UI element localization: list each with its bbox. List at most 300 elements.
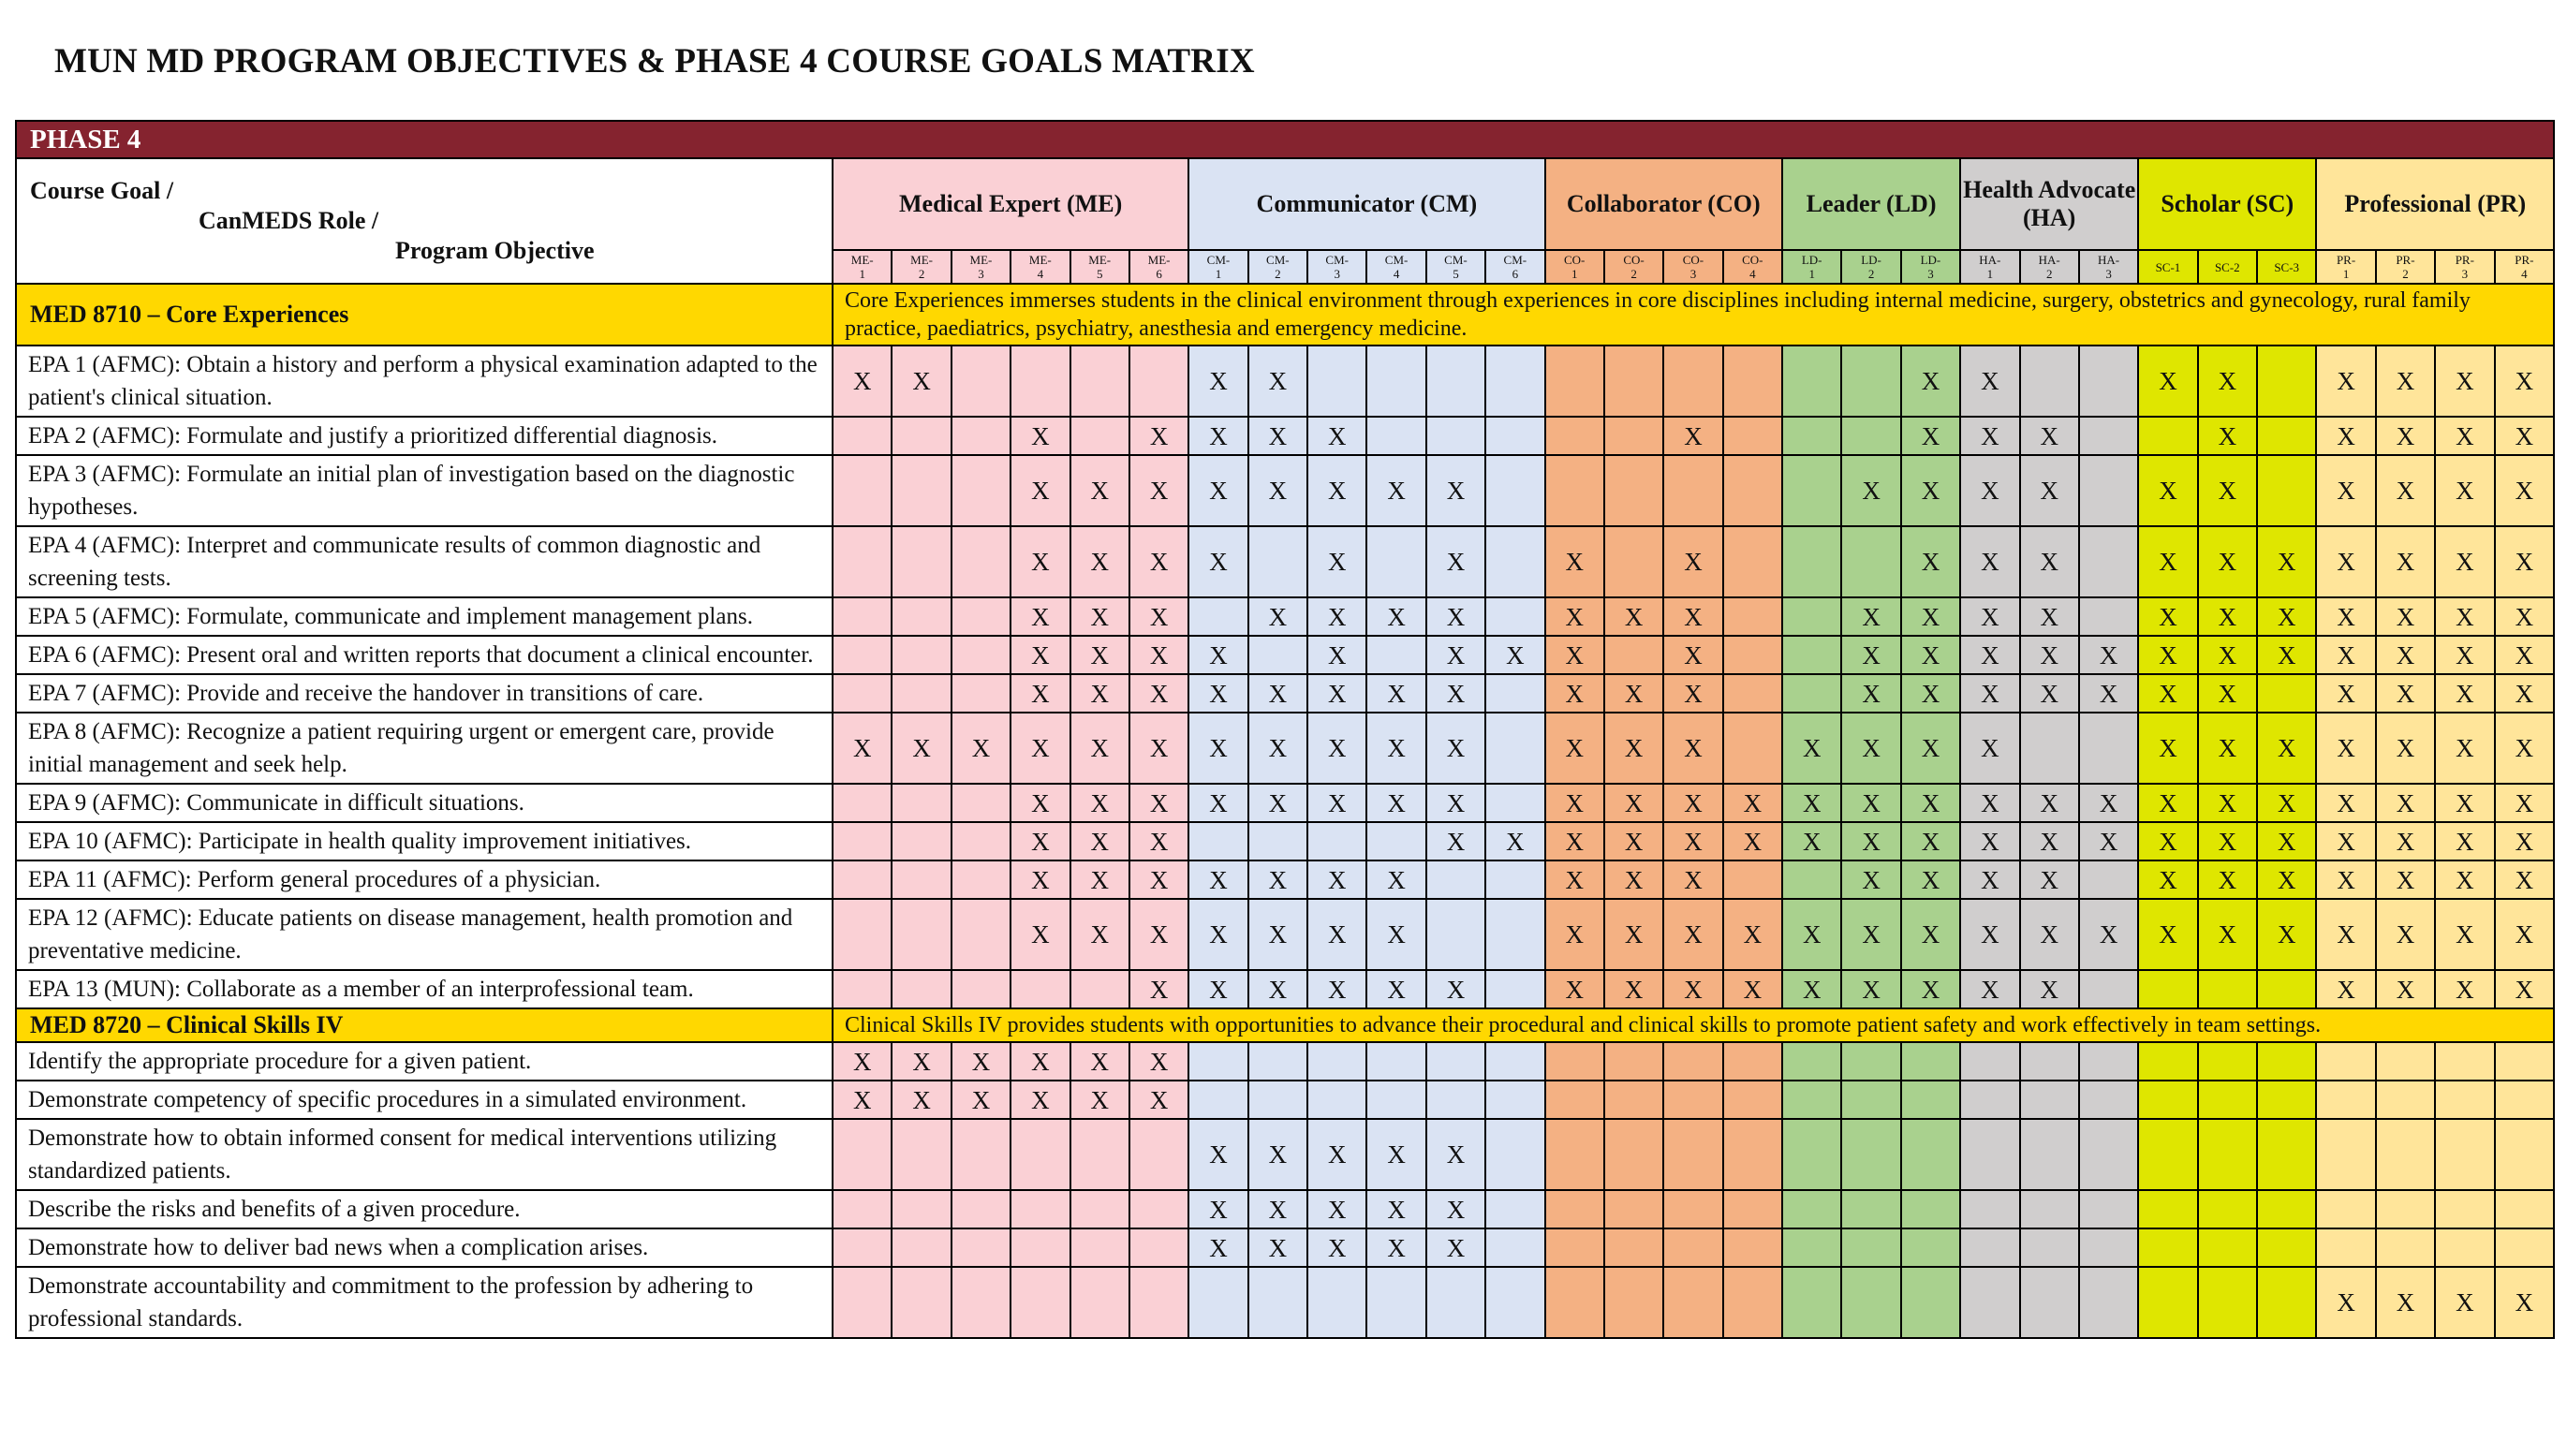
mapping-cell xyxy=(833,1119,892,1190)
mapping-cell: X xyxy=(1011,674,1070,713)
mapping-cell xyxy=(1485,784,1544,822)
mapping-cell: X xyxy=(2138,455,2197,526)
mapping-cell: X xyxy=(2198,674,2257,713)
mapping-cell: X xyxy=(2495,970,2555,1008)
objective-code: SC-3 xyxy=(2257,250,2316,284)
mapping-cell xyxy=(2316,1190,2375,1228)
mapping-cell xyxy=(892,417,951,455)
objective-code: CO- 2 xyxy=(1604,250,1663,284)
mapping-cell xyxy=(2376,1119,2435,1190)
mapping-cell: X xyxy=(1663,822,1722,860)
mapping-cell xyxy=(1841,346,1900,417)
mapping-cell: X xyxy=(2020,417,2079,455)
mapping-cell: X xyxy=(1070,636,1129,674)
mapping-cell: X xyxy=(1129,597,1188,636)
mapping-cell: X xyxy=(1188,346,1247,417)
mapping-cell: X xyxy=(2020,526,2079,597)
mapping-cell: X xyxy=(2138,899,2197,970)
mapping-cell xyxy=(2020,713,2079,784)
mapping-cell: X xyxy=(1960,860,2019,899)
mapping-cell: X xyxy=(1485,822,1544,860)
mapping-cell xyxy=(1901,1267,1960,1338)
mapping-cell xyxy=(833,970,892,1008)
mapping-cell: X xyxy=(1545,597,1604,636)
mapping-cell: X xyxy=(2435,674,2494,713)
mapping-cell xyxy=(2257,1267,2316,1338)
mapping-cell: X xyxy=(1723,822,1782,860)
mapping-cell xyxy=(1545,455,1604,526)
mapping-cell: X xyxy=(1841,822,1900,860)
mapping-cell xyxy=(1782,1190,1841,1228)
mapping-cell xyxy=(1366,1042,1425,1081)
mapping-cell: X xyxy=(1307,526,1366,597)
mapping-cell: X xyxy=(1248,417,1307,455)
objective-code: CM- 5 xyxy=(1426,250,1485,284)
mapping-cell xyxy=(1485,1190,1544,1228)
objective-code: LD- 2 xyxy=(1841,250,1900,284)
mapping-cell xyxy=(2020,1228,2079,1267)
mapping-cell: X xyxy=(1901,822,1960,860)
mapping-cell: X xyxy=(1901,346,1960,417)
mapping-cell: X xyxy=(1070,713,1129,784)
mapping-cell xyxy=(833,417,892,455)
mapping-cell xyxy=(833,455,892,526)
mapping-cell: X xyxy=(2138,636,2197,674)
objective-code: CM- 3 xyxy=(1307,250,1366,284)
mapping-cell: X xyxy=(2316,597,2375,636)
mapping-cell xyxy=(1366,526,1425,597)
mapping-cell xyxy=(2257,970,2316,1008)
objective-text: EPA 13 (MUN): Collaborate as a member of an interprofessional team. xyxy=(16,970,833,1008)
mapping-cell xyxy=(2495,1228,2555,1267)
mapping-cell xyxy=(952,346,1011,417)
mapping-cell: X xyxy=(2198,636,2257,674)
mapping-cell xyxy=(1723,1228,1782,1267)
mapping-cell: X xyxy=(1545,636,1604,674)
objective-code: PR- 1 xyxy=(2316,250,2375,284)
role-header-sc: Scholar (SC) xyxy=(2138,158,2316,250)
mapping-cell xyxy=(1782,1081,1841,1119)
mapping-cell xyxy=(1723,636,1782,674)
mapping-cell xyxy=(1663,1081,1722,1119)
mapping-cell xyxy=(1485,455,1544,526)
mapping-cell: X xyxy=(2198,822,2257,860)
mapping-cell xyxy=(1485,713,1544,784)
mapping-cell xyxy=(1782,636,1841,674)
mapping-cell xyxy=(1960,1228,2019,1267)
mapping-cell: X xyxy=(2316,860,2375,899)
mapping-cell: X xyxy=(1663,970,1722,1008)
mapping-cell xyxy=(892,784,951,822)
mapping-cell xyxy=(2079,526,2138,597)
mapping-cell: X xyxy=(2495,784,2555,822)
mapping-cell: X xyxy=(1070,899,1129,970)
mapping-cell xyxy=(1841,1190,1900,1228)
mapping-cell xyxy=(1366,417,1425,455)
mapping-cell: X xyxy=(1248,713,1307,784)
mapping-cell xyxy=(2198,1042,2257,1081)
mapping-cell xyxy=(2257,1119,2316,1190)
objective-code: PR- 3 xyxy=(2435,250,2494,284)
mapping-cell: X xyxy=(2198,526,2257,597)
mapping-cell xyxy=(2079,713,2138,784)
mapping-cell: X xyxy=(1841,860,1900,899)
objective-text: EPA 8 (AFMC): Recognize a patient requiring urgent or emergent care, provide initial management and seek help. xyxy=(16,713,833,784)
mapping-cell xyxy=(1485,597,1544,636)
mapping-cell xyxy=(1485,1267,1544,1338)
mapping-cell: X xyxy=(2257,784,2316,822)
objective-row xyxy=(16,784,2554,822)
mapping-cell: X xyxy=(1366,784,1425,822)
mapping-cell: X xyxy=(2376,713,2435,784)
course-name: MED 8720 – Clinical Skills IV xyxy=(16,1008,833,1042)
mapping-cell: X xyxy=(1960,822,2019,860)
mapping-cell xyxy=(1248,1042,1307,1081)
mapping-cell: X xyxy=(892,1042,951,1081)
mapping-cell: X xyxy=(2316,713,2375,784)
mapping-cell xyxy=(2138,1119,2197,1190)
mapping-cell: X xyxy=(2198,899,2257,970)
mapping-cell xyxy=(1366,636,1425,674)
objective-text: EPA 2 (AFMC): Formulate and justify a prioritized differential diagnosis. xyxy=(16,417,833,455)
mapping-cell xyxy=(1723,1042,1782,1081)
mapping-cell: X xyxy=(2198,417,2257,455)
objective-row xyxy=(16,526,2554,597)
mapping-cell xyxy=(2138,1042,2197,1081)
mapping-cell: X xyxy=(1129,1081,1188,1119)
mapping-cell xyxy=(2079,1081,2138,1119)
mapping-cell: X xyxy=(1545,970,1604,1008)
mapping-cell: X xyxy=(1307,1119,1366,1190)
mapping-cell: X xyxy=(2316,674,2375,713)
mapping-cell xyxy=(1841,1081,1900,1119)
mapping-cell: X xyxy=(2495,822,2555,860)
mapping-cell: X xyxy=(2495,899,2555,970)
objective-text: Identify the appropriate procedure for a given patient. xyxy=(16,1042,833,1081)
mapping-cell: X xyxy=(2435,1267,2494,1338)
mapping-cell xyxy=(1841,1042,1900,1081)
mapping-cell: X xyxy=(952,1081,1011,1119)
mapping-cell: X xyxy=(1426,784,1485,822)
mapping-cell: X xyxy=(2079,899,2138,970)
mapping-cell xyxy=(2138,417,2197,455)
mapping-cell xyxy=(1545,1042,1604,1081)
mapping-cell xyxy=(952,899,1011,970)
mapping-cell xyxy=(1188,1267,1247,1338)
mapping-cell xyxy=(2079,860,2138,899)
mapping-cell xyxy=(1604,346,1663,417)
mapping-cell xyxy=(892,1190,951,1228)
mapping-cell xyxy=(1011,1228,1070,1267)
objective-row xyxy=(16,1081,2554,1119)
mapping-cell: X xyxy=(1901,455,1960,526)
mapping-cell: X xyxy=(1960,455,2019,526)
mapping-cell xyxy=(1426,1042,1485,1081)
mapping-cell: X xyxy=(1011,713,1070,784)
mapping-cell xyxy=(1070,346,1129,417)
mapping-cell: X xyxy=(1663,417,1722,455)
mapping-cell: X xyxy=(1188,713,1247,784)
mapping-cell: X xyxy=(1307,899,1366,970)
mapping-cell xyxy=(1782,417,1841,455)
mapping-cell xyxy=(1248,526,1307,597)
objective-text: EPA 6 (AFMC): Present oral and written reports that document a clinical encounter. xyxy=(16,636,833,674)
mapping-cell: X xyxy=(1545,674,1604,713)
mapping-cell: X xyxy=(1366,860,1425,899)
course-description: Clinical Skills IV provides students with opportunities to advance their procedural and clinical skills to promote patient safety and work effectively in team settings. xyxy=(833,1008,2554,1042)
mapping-cell: X xyxy=(2316,636,2375,674)
mapping-cell: X xyxy=(2020,784,2079,822)
mapping-cell xyxy=(1129,1119,1188,1190)
mapping-cell xyxy=(892,1267,951,1338)
mapping-cell: X xyxy=(1545,713,1604,784)
objective-text: EPA 10 (AFMC): Participate in health quality improvement initiatives. xyxy=(16,822,833,860)
mapping-cell xyxy=(1960,1081,2019,1119)
mapping-cell: X xyxy=(952,1042,1011,1081)
mapping-cell: X xyxy=(1426,1119,1485,1190)
mapping-cell xyxy=(1426,899,1485,970)
mapping-cell: X xyxy=(2138,526,2197,597)
mapping-cell: X xyxy=(2376,1267,2435,1338)
mapping-cell: X xyxy=(1782,970,1841,1008)
mapping-cell xyxy=(2376,1190,2435,1228)
mapping-cell: X xyxy=(2495,674,2555,713)
mapping-cell: X xyxy=(833,713,892,784)
mapping-cell xyxy=(1011,970,1070,1008)
objective-code: LD- 3 xyxy=(1901,250,1960,284)
mapping-cell: X xyxy=(1248,860,1307,899)
mapping-cell: X xyxy=(1901,417,1960,455)
mapping-cell: X xyxy=(2079,636,2138,674)
role-header-pr: Professional (PR) xyxy=(2316,158,2554,250)
objective-code: CO- 1 xyxy=(1545,250,1604,284)
mapping-cell: X xyxy=(1070,455,1129,526)
mapping-cell xyxy=(1366,822,1425,860)
mapping-cell xyxy=(2316,1081,2375,1119)
mapping-cell xyxy=(952,1228,1011,1267)
mapping-cell: X xyxy=(1782,822,1841,860)
mapping-cell: X xyxy=(1604,597,1663,636)
mapping-cell xyxy=(1782,1042,1841,1081)
phase-header: PHASE 4 xyxy=(16,121,2554,158)
mapping-cell: X xyxy=(1011,899,1070,970)
mapping-cell: X xyxy=(1307,970,1366,1008)
objective-code: HA- 3 xyxy=(2079,250,2138,284)
mapping-cell xyxy=(1901,1228,1960,1267)
mapping-cell: X xyxy=(1011,455,1070,526)
mapping-cell: X xyxy=(1011,784,1070,822)
header-line1: Course Goal / xyxy=(30,177,174,204)
mapping-cell: X xyxy=(892,713,951,784)
objective-code: ME- 6 xyxy=(1129,250,1188,284)
mapping-cell: X xyxy=(1545,822,1604,860)
mapping-cell xyxy=(2376,1228,2435,1267)
objective-row xyxy=(16,1042,2554,1081)
mapping-cell: X xyxy=(1188,417,1247,455)
mapping-cell xyxy=(2376,1081,2435,1119)
mapping-cell: X xyxy=(1129,636,1188,674)
mapping-cell: X xyxy=(2376,674,2435,713)
mapping-cell: X xyxy=(1663,526,1722,597)
mapping-cell xyxy=(1070,1190,1129,1228)
mapping-cell xyxy=(1604,417,1663,455)
mapping-cell xyxy=(1901,1119,1960,1190)
mapping-cell xyxy=(833,636,892,674)
mapping-cell xyxy=(892,822,951,860)
mapping-cell xyxy=(2079,346,2138,417)
mapping-cell: X xyxy=(833,1081,892,1119)
mapping-cell xyxy=(833,674,892,713)
mapping-cell xyxy=(1723,1190,1782,1228)
objective-code: HA- 1 xyxy=(1960,250,2019,284)
mapping-cell xyxy=(2079,597,2138,636)
mapping-cell xyxy=(892,1228,951,1267)
mapping-cell: X xyxy=(1366,1190,1425,1228)
objective-row xyxy=(16,1267,2554,1338)
mapping-cell: X xyxy=(1782,784,1841,822)
mapping-cell: X xyxy=(2020,822,2079,860)
mapping-cell: X xyxy=(1545,860,1604,899)
objective-code: CM- 1 xyxy=(1188,250,1247,284)
mapping-cell: X xyxy=(1545,784,1604,822)
mapping-cell xyxy=(2435,1081,2494,1119)
mapping-cell: X xyxy=(892,346,951,417)
mapping-cell: X xyxy=(2495,1267,2555,1338)
mapping-cell xyxy=(1782,346,1841,417)
mapping-cell xyxy=(1604,1081,1663,1119)
mapping-cell xyxy=(1485,346,1544,417)
mapping-cell: X xyxy=(2435,899,2494,970)
mapping-cell xyxy=(1960,1267,2019,1338)
mapping-cell xyxy=(1485,674,1544,713)
objective-code: CO- 4 xyxy=(1723,250,1782,284)
mapping-cell: X xyxy=(1070,1042,1129,1081)
mapping-cell: X xyxy=(1070,860,1129,899)
mapping-cell: X xyxy=(1901,784,1960,822)
mapping-cell: X xyxy=(1307,784,1366,822)
mapping-cell xyxy=(1841,1119,1900,1190)
mapping-cell xyxy=(2495,1119,2555,1190)
mapping-cell xyxy=(1960,1042,2019,1081)
mapping-cell: X xyxy=(2138,713,2197,784)
mapping-cell: X xyxy=(1663,784,1722,822)
mapping-cell xyxy=(1545,1119,1604,1190)
mapping-cell xyxy=(833,1267,892,1338)
mapping-cell: X xyxy=(952,713,1011,784)
mapping-cell: X xyxy=(1011,1081,1070,1119)
objective-code: SC-2 xyxy=(2198,250,2257,284)
mapping-cell: X xyxy=(2495,346,2555,417)
mapping-cell: X xyxy=(1663,860,1722,899)
mapping-cell xyxy=(952,784,1011,822)
mapping-cell: X xyxy=(1841,970,1900,1008)
objective-code: ME- 4 xyxy=(1011,250,1070,284)
mapping-cell: X xyxy=(2316,526,2375,597)
mapping-cell: X xyxy=(1841,674,1900,713)
mapping-cell: X xyxy=(1841,636,1900,674)
mapping-cell: X xyxy=(1901,860,1960,899)
mapping-cell: X xyxy=(2316,455,2375,526)
mapping-cell: X xyxy=(1545,899,1604,970)
mapping-cell: X xyxy=(1188,970,1247,1008)
mapping-cell xyxy=(1723,860,1782,899)
mapping-cell: X xyxy=(1663,636,1722,674)
mapping-cell xyxy=(2138,1081,2197,1119)
mapping-cell xyxy=(1545,417,1604,455)
mapping-cell xyxy=(1070,1267,1129,1338)
mapping-cell xyxy=(1841,1267,1900,1338)
mapping-cell xyxy=(1723,346,1782,417)
mapping-cell: X xyxy=(1960,417,2019,455)
mapping-cell: X xyxy=(1307,417,1366,455)
mapping-cell: X xyxy=(2138,822,2197,860)
mapping-cell xyxy=(833,597,892,636)
mapping-cell: X xyxy=(1723,970,1782,1008)
mapping-cell: X xyxy=(1782,713,1841,784)
mapping-cell: X xyxy=(1188,784,1247,822)
mapping-cell xyxy=(1426,1081,1485,1119)
mapping-cell: X xyxy=(1307,597,1366,636)
mapping-cell: X xyxy=(1129,1042,1188,1081)
mapping-cell xyxy=(1545,1081,1604,1119)
objective-row xyxy=(16,1228,2554,1267)
mapping-cell xyxy=(1366,346,1425,417)
mapping-cell: X xyxy=(1663,597,1722,636)
objective-text: EPA 3 (AFMC): Formulate an initial plan of investigation based on the diagnostic hypotheses. xyxy=(16,455,833,526)
mapping-cell: X xyxy=(2198,713,2257,784)
mapping-cell: X xyxy=(1841,597,1900,636)
document-title: MUN MD PROGRAM OBJECTIVES & PHASE 4 COURSE GOALS MATRIX xyxy=(54,42,1255,81)
mapping-cell xyxy=(2257,455,2316,526)
mapping-cell: X xyxy=(2435,455,2494,526)
mapping-cell xyxy=(2435,1190,2494,1228)
mapping-cell xyxy=(1545,1267,1604,1338)
mapping-cell xyxy=(1129,1190,1188,1228)
mapping-cell xyxy=(833,784,892,822)
mapping-cell: X xyxy=(2316,899,2375,970)
mapping-cell xyxy=(892,899,951,970)
mapping-cell xyxy=(1248,1267,1307,1338)
mapping-cell xyxy=(2257,417,2316,455)
mapping-cell xyxy=(1723,526,1782,597)
objective-code: PR- 2 xyxy=(2376,250,2435,284)
mapping-cell: X xyxy=(2257,636,2316,674)
mapping-cell xyxy=(2020,346,2079,417)
mapping-cell xyxy=(2316,1042,2375,1081)
objective-text: EPA 1 (AFMC): Obtain a history and perform a physical examination adapted to the patient's clinical situation. xyxy=(16,346,833,417)
mapping-cell: X xyxy=(2495,597,2555,636)
mapping-cell xyxy=(1723,1081,1782,1119)
mapping-cell: X xyxy=(1426,455,1485,526)
mapping-cell: X xyxy=(2435,597,2494,636)
mapping-cell xyxy=(2138,1228,2197,1267)
mapping-cell: X xyxy=(892,1081,951,1119)
mapping-cell: X xyxy=(1426,674,1485,713)
mapping-cell xyxy=(952,417,1011,455)
mapping-cell: X xyxy=(1366,674,1425,713)
mapping-cell xyxy=(1485,1081,1544,1119)
objective-row xyxy=(16,860,2554,899)
mapping-cell: X xyxy=(1248,346,1307,417)
mapping-cell xyxy=(1485,970,1544,1008)
objective-text: EPA 12 (AFMC): Educate patients on disease management, health promotion and preventative medicine. xyxy=(16,899,833,970)
mapping-cell: X xyxy=(1366,970,1425,1008)
mapping-cell: X xyxy=(2435,526,2494,597)
mapping-cell xyxy=(1011,1190,1070,1228)
mapping-cell: X xyxy=(1129,860,1188,899)
mapping-cell: X xyxy=(1188,1228,1247,1267)
mapping-cell: X xyxy=(1188,1190,1247,1228)
